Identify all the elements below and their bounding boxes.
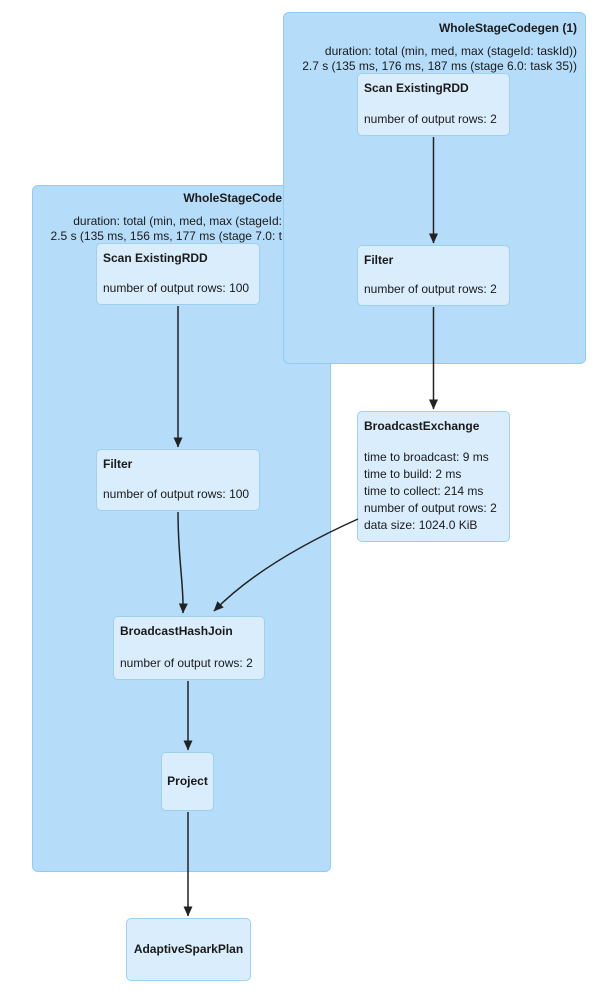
plan-node-adaptivesparkplan[interactable] — [126, 918, 251, 981]
cluster-title: WholeStageCodegen (1) — [438, 21, 577, 35]
node-title: Scan ExistingRDD — [103, 251, 208, 265]
node-metric: number of output rows: 2 — [364, 282, 497, 296]
duration-value: 2.7 s (135 ms, 176 ms, 187 ms (stage 6.0: task 35)) — [302, 59, 577, 73]
node-metric: number of output rows: 2 — [120, 656, 253, 670]
plan-node-filter-2[interactable] — [96, 449, 260, 511]
node-metric: number of output rows: 2 — [364, 112, 497, 126]
node-title: BroadcastHashJoin — [120, 624, 233, 638]
node-title: Project — [167, 774, 208, 788]
node-metric: number of output rows: 100 — [103, 487, 250, 501]
plan-node-broadcastexchange[interactable] — [357, 411, 510, 542]
cluster-title: WholeStageCode — [183, 191, 282, 205]
node-metric: time to build: 2 ms — [364, 467, 462, 481]
cluster-duration — [302, 44, 577, 74]
node-metric: time to collect: 214 ms — [364, 484, 484, 498]
plan-node-scan-existingrdd-2[interactable] — [96, 243, 260, 305]
duration-label: duration: total (min, med, max (stageId: — [73, 214, 282, 228]
node-metric: time to broadcast: 9 ms — [364, 450, 489, 464]
duration-label: duration: total (min, med, max (stageId: taskId)) — [324, 44, 577, 58]
plan-node-broadcasthashjoin[interactable] — [113, 616, 265, 680]
cluster-duration — [51, 214, 282, 244]
node-metric: number of output rows: 100 — [103, 281, 250, 295]
node-title: Scan ExistingRDD — [364, 81, 469, 95]
node-title: AdaptiveSparkPlan — [133, 942, 244, 956]
plan-node-filter-1[interactable] — [357, 245, 510, 306]
cluster-wholestagecodegen-1 — [283, 12, 586, 364]
node-title: BroadcastExchange — [364, 419, 480, 433]
plan-node-scan-existingrdd-1[interactable] — [357, 73, 510, 136]
node-title: Filter — [364, 253, 394, 267]
plan-node-project[interactable] — [161, 752, 214, 811]
duration-value: 2.5 s (135 ms, 156 ms, 177 ms (stage 7.0: t — [50, 229, 282, 243]
node-metric: data size: 1024.0 KiB — [364, 518, 478, 532]
node-title: Filter — [103, 457, 133, 471]
node-metric: number of output rows: 2 — [364, 501, 497, 515]
